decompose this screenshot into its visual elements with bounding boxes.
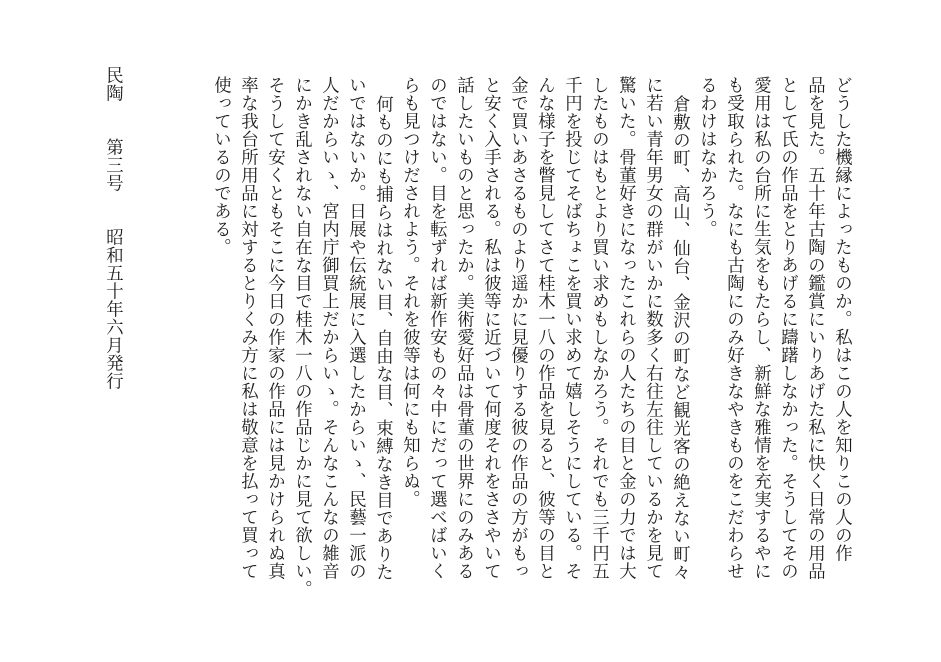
body-line-18: 何ものにも捕らはれない目、自由な目、束縛なき目でありた (372, 95, 393, 581)
body-line-21: にかき乱されない自在な目で桂木一八の作品じかに見て欲しい。 (291, 76, 312, 598)
body-line-1: どうした機縁によったものか。私はこの人を知りこの人の作 (831, 76, 852, 562)
body-line-22: そうして安くともそこに今日の作家の作品には見かけられぬ真 (264, 76, 285, 580)
body-line-8: に若い青年男女の群がいかに数多く右往左往しているかを見て (642, 76, 663, 580)
body-line-12: んな様子を瞥見してさて桂木一八の作品を見ると、彼等の目と (534, 76, 555, 580)
body-line-19: いではないか。日展や伝統展に入選したからいゝ、民藝一派の (345, 76, 366, 580)
body-line-6: るわけはなかろう。 (696, 76, 717, 238)
body-line-10: したものはもとより買い求めもしなかろう。それでも三千円五 (588, 76, 609, 580)
body-line-17: らも見つけだされよう。それを彼等は何にも知らぬ。 (399, 76, 420, 508)
body-line-11: 千円を投じてそばちょこを買い求めて嬉しそうにしている。そ (561, 76, 582, 580)
body-line-20: 人だからいゝ、宮内庁御買上だからいゝ。そんなこんなの雑音 (318, 76, 339, 580)
body-line-5: も受取られた。なにも古陶にのみ好きなやきものをこだわらせ (723, 76, 744, 580)
body-line-2: 品を見た。五十年古陶の鑑賞にいりあげた私に快く日常の用品 (804, 76, 825, 580)
body-line-7: 倉敷の町、高山、仙台、金沢の町など観光客の絶えない町々 (669, 95, 690, 581)
body-line-3: として氏の作品をとりあげるに躊躇しなかった。そうしてその (777, 76, 798, 580)
body-line-13: 金で買いあさるものより遥かに見優りする彼の作品の方がもっ (507, 76, 528, 580)
body-line-4: 愛用は私の台所に生気をもたらし、新鮮な雅情を充実するやに (750, 76, 771, 580)
body-line-15: 話したいものと思ったか。美術愛好品は骨董の世界にのみある (453, 76, 474, 580)
body-line-16: のではない。目を転ずれば新作安もの々中にだって選べばいく (426, 76, 447, 580)
body-line-14: と安く入手される。私は彼等に近づいて何度それをささやいて (480, 76, 501, 580)
body-line-24: 使っているのである。 (210, 76, 231, 256)
body-line-23: 率な我台所用品に対するとりくみ方に私は敬意を払って買って (237, 76, 258, 580)
body-line-9: 驚いた。骨董好きになったこれらの人たちの目と金の力では大 (615, 76, 636, 580)
publication-footer: 民陶 第三号 昭和五十年六月発行 (102, 66, 123, 390)
